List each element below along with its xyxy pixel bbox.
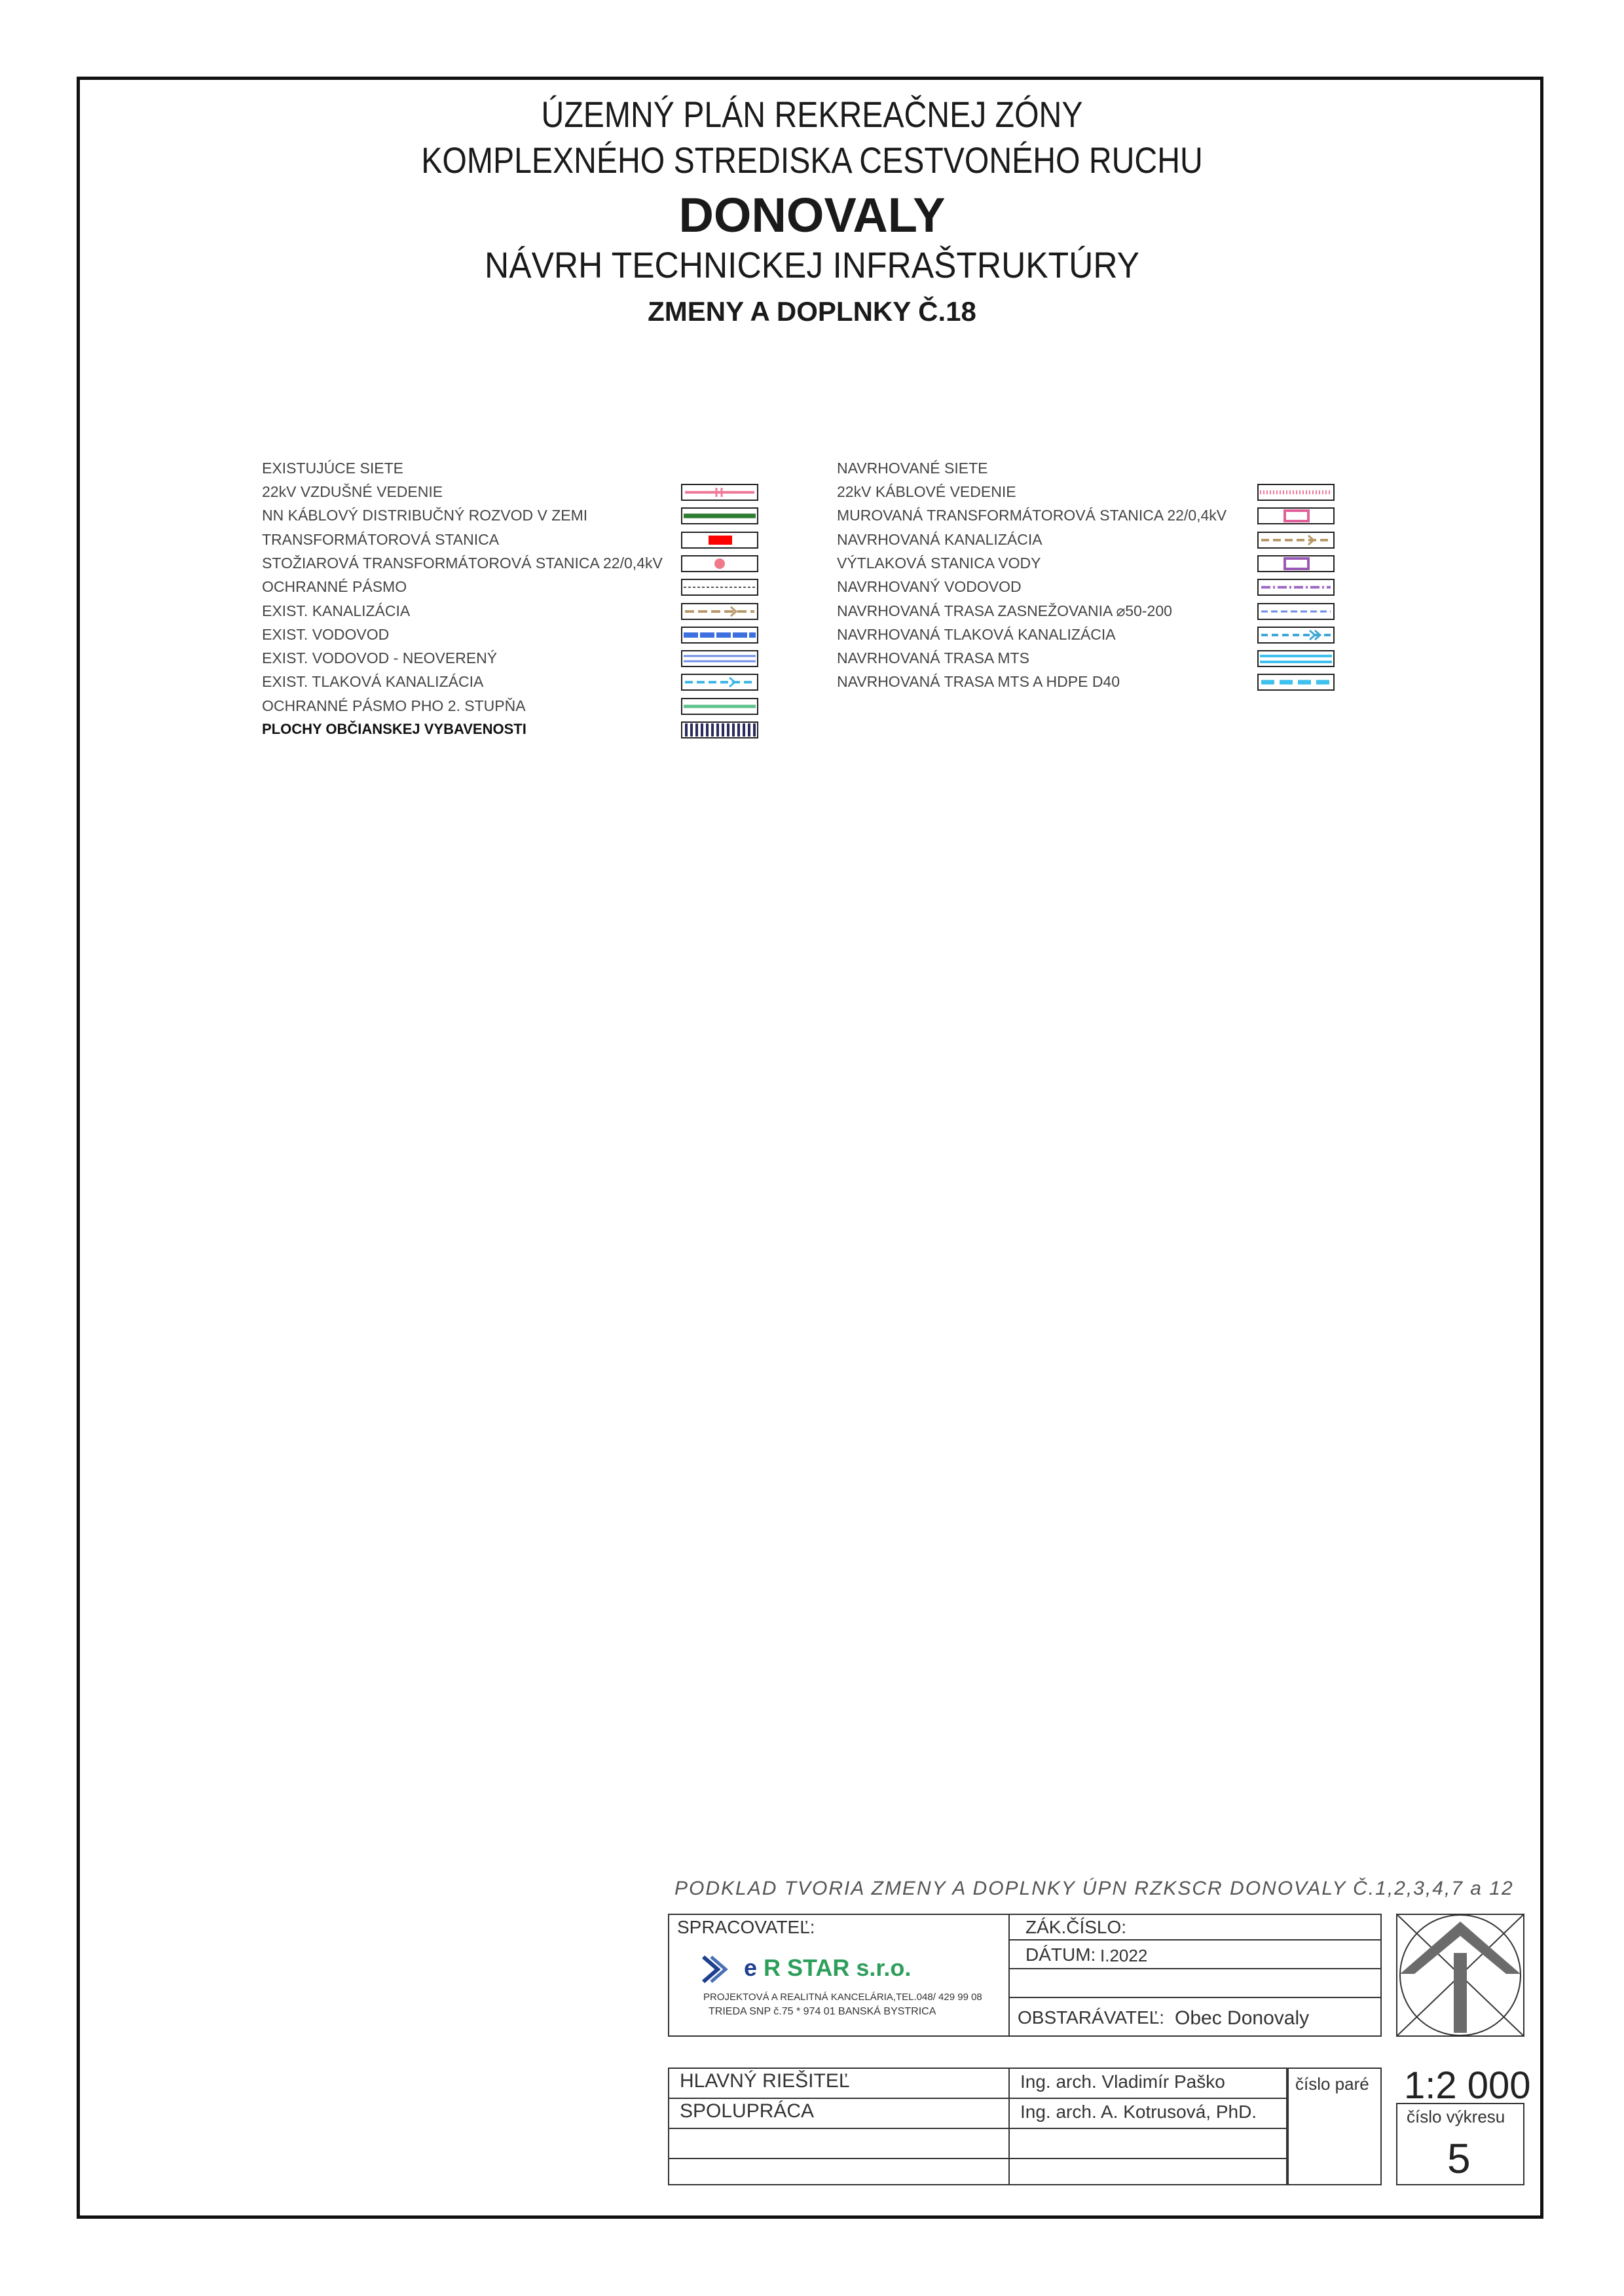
company-name (744, 1954, 911, 1982)
spracovatel-label: SPRACOVATEĽ: (677, 1917, 815, 1937)
titleblock-divider (1008, 2068, 1010, 2185)
title-line-1: ÚZEMNÝ PLÁN REKREAČNEJ ZÓNY (541, 94, 1083, 135)
legend-label: NAVRHOVANÁ TRASA ZASNEŽOVANIA ⌀50-200 (837, 602, 1172, 619)
titleblock-rule (668, 2098, 1287, 2099)
blue-line-icon (681, 627, 758, 644)
titleblock-divider (1008, 1914, 1010, 2037)
red-box-icon (681, 532, 758, 549)
titleblock-rule (668, 2158, 1287, 2159)
brown-dashed-icon (681, 603, 758, 620)
company-line-2: TRIEDA SNP č.75 * 974 01 BANSKÁ BYSTRICA (709, 2006, 936, 2017)
hlavny-riesitel-value: Ing. arch. Vladimír Paško (1020, 2071, 1225, 2092)
legend-label: EXIST. TLAKOVÁ KANALIZÁCIA (262, 673, 484, 691)
legend-label: OCHRANNÉ PÁSMO (262, 578, 407, 596)
titleblock-rule (1008, 1939, 1382, 1941)
cislo-vykresu-label: číslo výkresu (1407, 2107, 1505, 2126)
legend-label: EXIST. KANALIZÁCIA (262, 602, 411, 619)
legend-left-heading: EXISTUJÚCE SIETE (262, 460, 403, 477)
legend-label: 22kV VZDUŠNÉ VEDENIE (262, 483, 443, 500)
dashed-line-icon (681, 579, 758, 596)
green-pale-line-icon (681, 698, 758, 715)
spolupraca-value: Ing. arch. A. Kotrusová, PhD. (1020, 2102, 1257, 2122)
cyan-line-icon (1257, 650, 1335, 667)
company-prefix: e (744, 1954, 758, 1981)
company-line-1: PROJEKTOVÁ A REALITNÁ KANCELÁRIA,TEL.048/ 429 99 08 (703, 1992, 982, 2003)
company-logo-icon (702, 1954, 737, 1984)
legend-label: MUROVANÁ TRANSFORMÁTOROVÁ STANICA 22/0,4kV (837, 507, 1227, 524)
legend-label: PLOCHY OBČIANSKEJ VYBAVENOSTI (262, 721, 526, 737)
blue-thin-line-icon (681, 650, 758, 667)
green-line-icon (681, 507, 758, 524)
purple-dashed-icon (1257, 579, 1335, 596)
legend-label: 22kV KÁBLOVÉ VEDENIE (837, 483, 1016, 500)
legend-label: EXIST. VODOVOD (262, 625, 390, 643)
datum-value: I.2022 (1100, 1946, 1148, 1965)
titleblock-rule (668, 2128, 1287, 2129)
title-line-5: ZMENY A DOPLNKY Č.18 (648, 296, 976, 327)
legend-label: EXIST. VODOVOD - NEOVERENÝ (262, 649, 498, 667)
basis-note: PODKLAD TVORIA ZMENY A DOPLNKY ÚPN RZKSCR DONOVALY Č.1,2,3,4,7 a 12 (674, 1878, 1514, 1899)
titleblock-rule (1008, 1997, 1382, 1998)
legend-label: NAVRHOVANÁ TLAKOVÁ KANALIZÁCIA (837, 625, 1116, 643)
legend-label: NAVRHOVANÁ TRASA MTS A HDPE D40 (837, 673, 1120, 691)
pink-line-icon (681, 484, 758, 501)
company-title: R STAR s.r.o. (764, 1954, 912, 1981)
legend-label: NAVRHOVANÁ KANALIZÁCIA (837, 530, 1043, 548)
datum-label: DÁTUM: (1025, 1944, 1096, 1965)
legend-label: OCHRANNÉ PÁSMO PHO 2. STUPŇA (262, 697, 526, 714)
title-line-2: KOMPLEXNÉHO STREDISKA CESTVONÉHO RUCHU (421, 139, 1203, 181)
legend-label: TRANSFORMÁTOROVÁ STANICA (262, 530, 500, 548)
titleblock-rule (1008, 1968, 1382, 1969)
legend-label: NN KÁBLOVÝ DISTRIBUČNÝ ROZVOD V ZEMI (262, 507, 588, 524)
hlavny-riesitel-label: HLAVNÝ RIEŠITEĽ (680, 2070, 850, 2092)
architect-logo-icon (1396, 1914, 1524, 2037)
cislo-pare-label: číslo paré (1295, 2074, 1369, 2094)
legend-right-heading: NAVRHOVANÉ SIETE (837, 460, 988, 477)
title-donovaly: DONOVALY (678, 188, 946, 242)
pink-dot-icon (681, 555, 758, 572)
teal-arrow-icon (1257, 627, 1335, 644)
legend-label: NAVRHOVANÝ VODOVOD (837, 578, 1022, 596)
blue-dashed-icon (1257, 603, 1335, 620)
legend-label: VÝTLAKOVÁ STANICA VODY (837, 554, 1041, 572)
purple-box-icon (1257, 555, 1335, 572)
legend-label: NAVRHOVANÁ TRASA MTS (837, 649, 1029, 667)
cislo-vykresu-value: 5 (1447, 2135, 1471, 2182)
pink-dotted-icon (1257, 484, 1335, 501)
pink-box-icon (1257, 507, 1335, 524)
hatch-icon (681, 721, 758, 738)
spolupraca-label: SPOLUPRÁCA (680, 2100, 815, 2122)
obstaravatel-label: OBSTARÁVATEĽ: (1018, 2007, 1165, 2028)
zak-cislo-label: ZÁK.ČÍSLO: (1025, 1917, 1127, 1937)
obstaravatel-value: Obec Donovaly (1175, 2007, 1310, 2029)
cyan-long-dashed-icon (1257, 674, 1335, 691)
scale-value: 1:2 000 (1404, 2064, 1531, 2107)
cyan-dashed-icon (681, 674, 758, 691)
title-line-4: NÁVRH TECHNICKEJ INFRAŠTRUKTÚRY (484, 244, 1139, 285)
tan-arrow-icon (1257, 532, 1335, 549)
legend-label: STOŽIAROVÁ TRANSFORMÁTOROVÁ STANICA 22/0,4kV (262, 554, 663, 572)
